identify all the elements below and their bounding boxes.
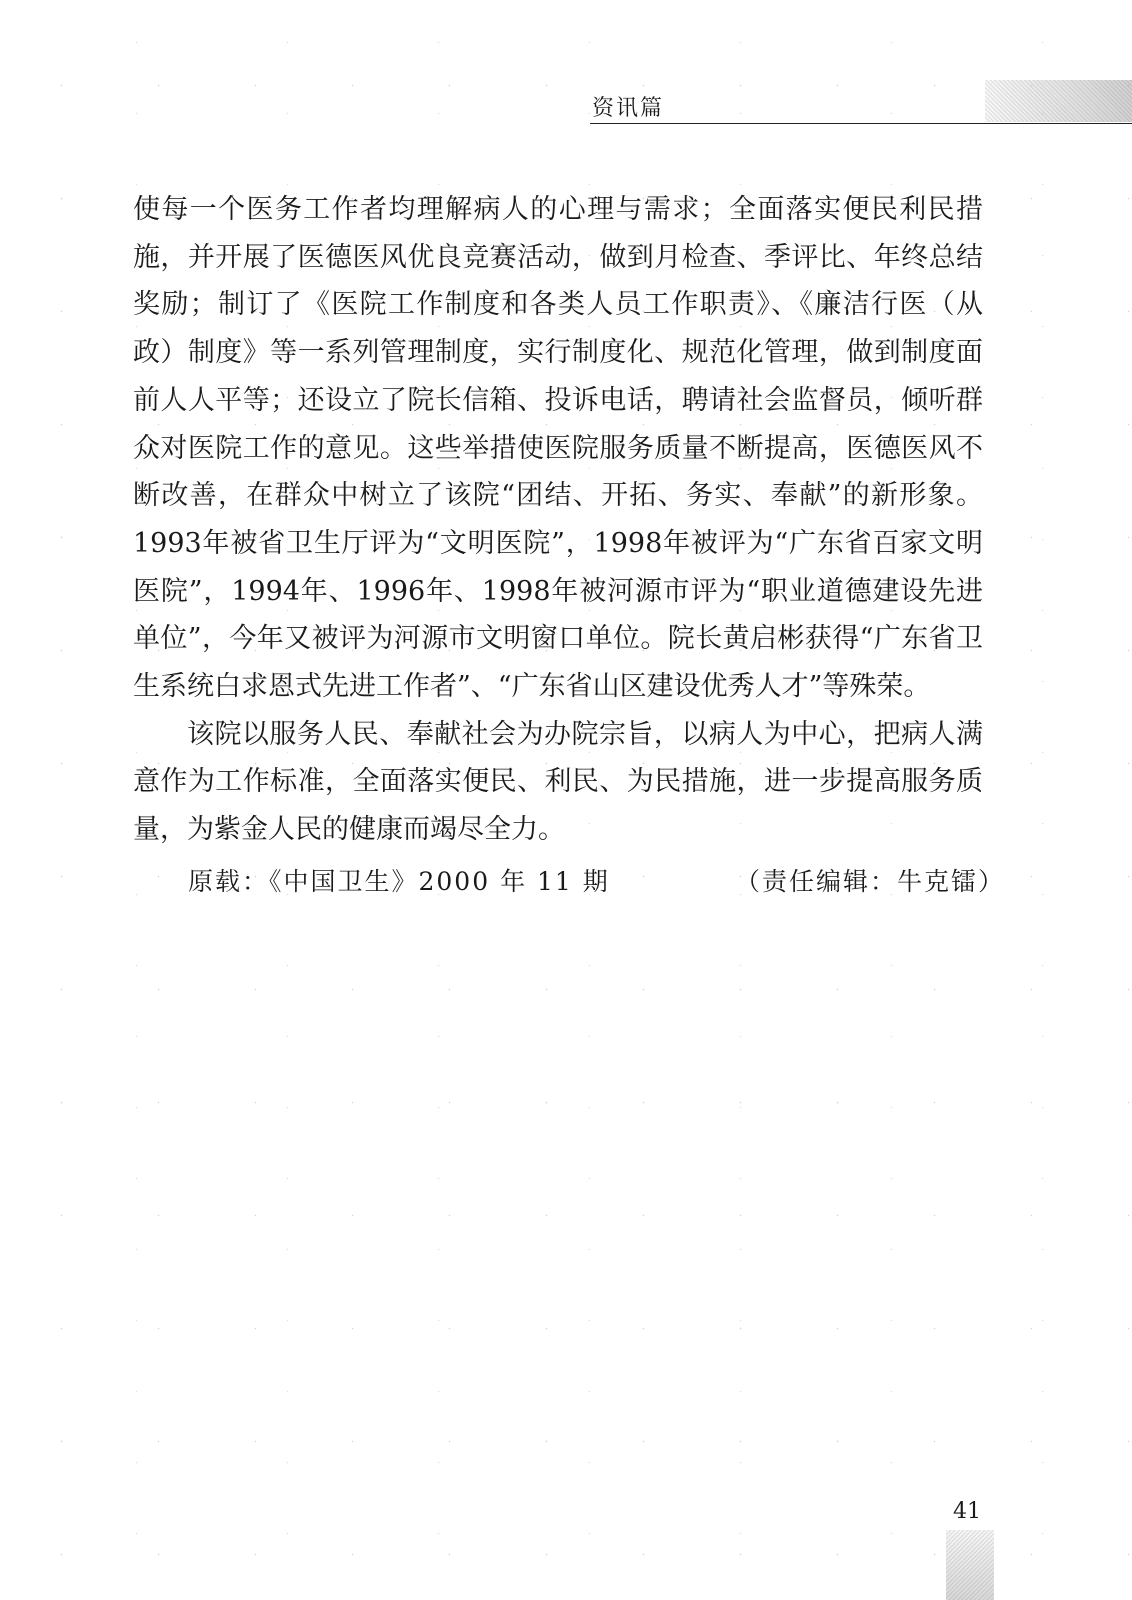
page-number: 41 — [953, 1499, 981, 1524]
footer-corner-shade — [946, 1530, 994, 1600]
article-body — [133, 186, 983, 854]
source-citation: 原载：《中国卫生》2000 年 11 期 — [188, 867, 610, 896]
editor-credit: （责任编辑：牛克镭） — [735, 867, 1006, 896]
paragraph-1: 使每一个医务工作者均理解病人的心理与需求；全面落实便民利民措施，并开展了医德医风优良竞赛活动，做到月检查、季评比、年终总结奖励；制订了《医院工作制度和各类人员工作职责》、《廉洁行医（从政）制度》等一系列管理制度，实行制度化、规范化管理，做到制度面前人人平等；还设立了院长信箱、投诉电话，聘请社会监督员，倾听群众对医院工作的意见。这些举措使医院服务质量不断提高，医德医风不断改善，在群众中树立了该院“团结、开拓、务实、奉献”的新形象。1993年被省卫生厅评为“文明医院”，1998年被评为“广东省百家文明医院”，1994年、1996年、1998年被河源市评为“职业道德建设先进单位”，今年又被评为河源市文明窗口单位。院长黄启彬获得“广东省卫生系统白求恩式先进工作者”、“广东省山区建设优秀人才”等殊荣。 — [133, 194, 983, 703]
paragraph-2: 该院以服务人民、奉献社会为办院宗旨，以病人为中心，把病人满意作为工作标准，全面落实便民、利民、为民措施，进一步提高服务质量，为紫金人民的健康而竭尽全力。 — [133, 718, 983, 846]
header-corner-shade — [985, 80, 1132, 122]
section-title: 资讯篇 — [592, 96, 665, 121]
header-rule — [590, 123, 1132, 124]
